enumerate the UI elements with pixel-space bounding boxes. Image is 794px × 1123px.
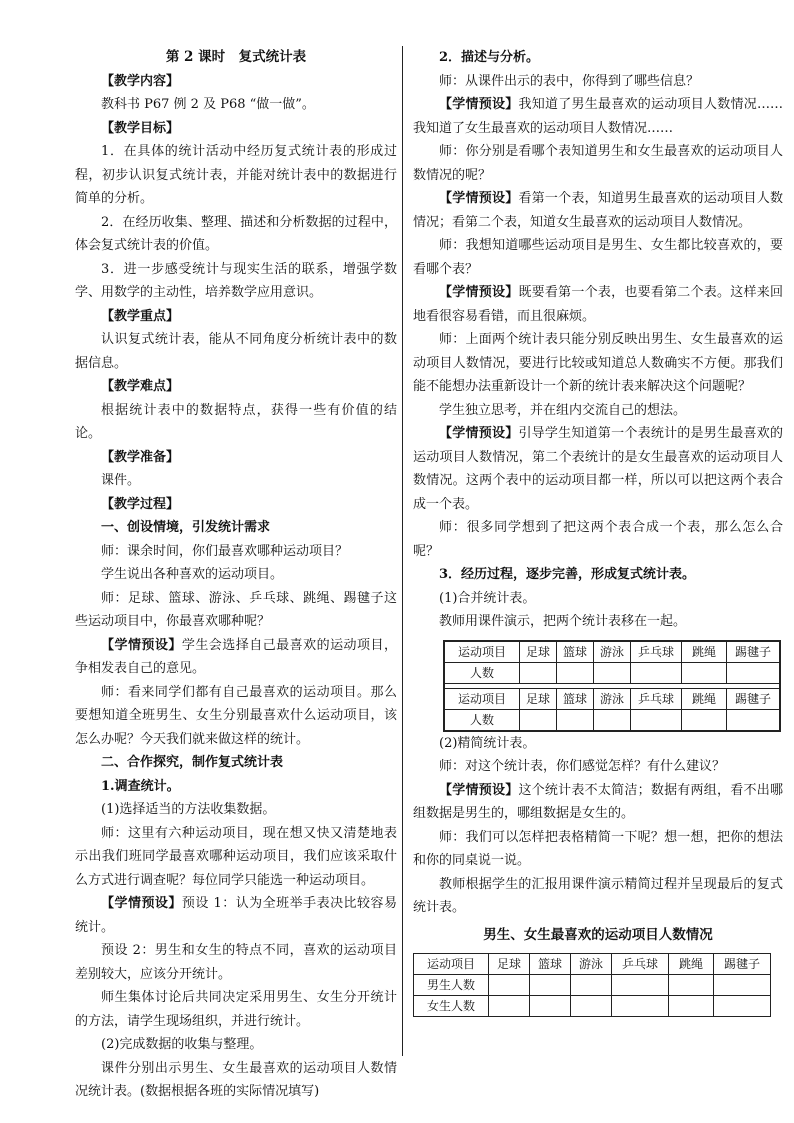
paragraph-text: 引导学生知道第一个表统计的是男生最喜欢的运动项目人数情况，第二个表统计的是女生最喜欢的运动项目人数情况。这两个表中的运动项目都一样，所以可以把这两个表合成一个表。 <box>413 426 783 512</box>
preset-tag: 【学情预设】 <box>439 285 519 300</box>
table-cell <box>727 662 781 683</box>
table-cell: 运动项目 <box>444 641 520 663</box>
table-cell: 运动项目 <box>444 688 520 709</box>
paragraph: 师：这里有六种运动项目，现在想又快又清楚地表示出我们班同学最喜欢哪种运动项目，我们应该采取什么方式进行调查呢？每位同学只能选一种运动项目。 <box>75 825 397 888</box>
section-2-heading: 二、合作探究，制作复式统计表 <box>101 755 284 770</box>
table-cell <box>571 996 612 1017</box>
process-heading: 【教学过程】 <box>101 496 180 512</box>
paragraph <box>75 892 397 939</box>
key-text: 认识复式统计表，能从不同角度分析统计表中的数据信息。 <box>75 332 397 371</box>
subsection-heading: 2．描述与分析。 <box>439 50 540 65</box>
paragraph <box>413 187 783 234</box>
table-cell <box>557 709 594 731</box>
paragraph-text: 学生会选择自己最喜欢的运动项目，争相发表自己的意见。 <box>75 637 397 676</box>
table-cell <box>714 975 771 996</box>
table-cell <box>594 709 631 731</box>
table-cell: 篮球 <box>530 954 571 975</box>
paragraph: 师：看来同学们都有自己最喜欢的运动项目。那么要想知道全班男生、女生分别最喜欢什么运动项目，该怎么办呢？今天我们就来做这样的统计。 <box>75 684 397 747</box>
table-row <box>444 662 780 683</box>
goal-1: 1．在具体的统计活动中经历复式统计表的形成过程，初步认识复式统计表，并能对统计表中的数据进行简单的分析。 <box>75 144 397 206</box>
preset-tag: 【学情预设】 <box>101 637 182 653</box>
table-cell: 足球 <box>489 954 530 975</box>
table-cell: 游泳 <box>594 688 631 709</box>
table-cell: 踢毽子 <box>727 641 781 663</box>
prep-text: 课件。 <box>101 473 141 488</box>
left-column <box>75 46 397 1104</box>
paragraph: 师：很多同学想到了把这两个表合成一个表，那么怎么合呢？ <box>413 520 783 559</box>
subsection-heading: 3．经历过程，逐步完善，形成复式统计表。 <box>439 567 696 582</box>
right-column <box>413 46 783 1017</box>
table-cell <box>631 709 682 731</box>
section-1-heading: 一、创设情境，引发统计需求 <box>101 520 271 535</box>
table-caption: 男生、女生最喜欢的运动项目人数情况 <box>483 926 713 943</box>
table-cell <box>557 662 594 683</box>
table-cell: 游泳 <box>571 954 612 975</box>
paragraph: 师：我想知道哪些运动项目是男生、女生都比较喜欢的，要看哪个表？ <box>413 238 783 277</box>
column-divider <box>402 46 403 1056</box>
paragraph: 师：足球、篮球、游泳、乒乓球、跳绳、踢毽子这些运动项目中，你最喜欢哪种呢？ <box>75 590 397 629</box>
table-row <box>414 954 771 975</box>
paragraph-text: 这个统计表不太简洁；数据有两组，看不出哪组数据是男生的，哪组数据是女生的。 <box>413 782 783 821</box>
paragraph: 预设 2：男生和女生的特点不同，喜欢的运动项目差别较大，应该分开统计。 <box>75 943 397 982</box>
paragraph: 师：上面两个统计表只能分别反映出男生、女生最喜欢的运动项目人数情况，要进行比较或知道总人数确实不方便。那我们能不能想办法重新设计一个新的统计表来解决这个问题呢？ <box>413 332 783 394</box>
table-cell: 男生人数 <box>414 975 489 996</box>
table-cell: 人数 <box>444 709 520 731</box>
key-heading: 【教学重点】 <box>101 308 180 324</box>
paragraph <box>75 634 397 681</box>
paragraph: 教师根据学生的汇报用课件演示精简过程并呈现最后的复式统计表。 <box>413 876 783 915</box>
table-cell <box>612 996 669 1017</box>
table-cell: 篮球 <box>557 688 594 709</box>
merged-tables <box>443 640 783 732</box>
paragraph-text: 我知道了男生最喜欢的运动项目人数情况……我知道了女生最喜欢的运动项目人数情况…… <box>413 97 783 136</box>
paragraph: 师生集体讨论后共同决定采用男生、女生分开统计的方法，请学生现场组织，并进行统计。 <box>75 990 397 1029</box>
paragraph: 师：我们可以怎样把表格精简一下呢？想一想，把你的想法和你的同桌说一说。 <box>413 829 783 868</box>
table-cell: 踢毽子 <box>727 688 781 709</box>
table-cell: 乒乓球 <box>631 641 682 663</box>
difficulty-heading: 【教学难点】 <box>101 379 180 394</box>
table-row <box>444 641 780 663</box>
table-cell <box>727 709 781 731</box>
paragraph: (2)精简统计表。 <box>439 735 536 751</box>
paragraph-text: 预设 1：认为全班举手表决比较容易统计。 <box>75 896 397 935</box>
difficulty-text: 根据统计表中的数据特点，获得一些有价值的结论。 <box>75 402 397 441</box>
table-cell: 跳绳 <box>669 954 714 975</box>
preset-tag: 【学情预设】 <box>439 97 519 112</box>
table-cell: 跳绳 <box>682 641 727 663</box>
table-row <box>444 709 780 731</box>
goals-heading: 【教学目标】 <box>101 120 180 136</box>
paragraph: 师：你分别是看哪个表知道男生和女生最喜欢的运动项目人数情况的呢？ <box>413 144 783 183</box>
prep-heading: 【教学准备】 <box>101 449 180 465</box>
table-cell: 运动项目 <box>414 954 489 975</box>
paragraph <box>413 93 783 140</box>
paragraph <box>413 422 783 516</box>
paragraph: (1)选择适当的方法收集数据。 <box>101 802 276 817</box>
paragraph: 学生独立思考，并在组内交流自己的想法。 <box>439 402 687 418</box>
subsection-heading: 1.调查统计。 <box>101 778 180 794</box>
lesson-title: 第 2 课时 复式统计表 <box>165 49 307 65</box>
table-row <box>444 688 780 709</box>
table-cell: 跳绳 <box>682 688 727 709</box>
table-cell <box>612 975 669 996</box>
table-cell <box>594 662 631 683</box>
table-cell <box>682 709 727 731</box>
table-cell: 足球 <box>520 688 557 709</box>
table-cell <box>682 662 727 683</box>
preset-tag: 【学情预设】 <box>101 896 182 911</box>
goal-3: 3．进一步感受统计与现实生活的联系，增强学数学、用数学的主动性，培养数学应用意识。 <box>75 261 397 300</box>
table-cell <box>631 662 682 683</box>
table-cell <box>669 996 714 1017</box>
table-cell <box>714 996 771 1017</box>
content-heading: 【教学内容】 <box>101 73 180 89</box>
paragraph-text: 看第一个表，知道男生最喜欢的运动项目人数情况；看第二个表，知道女生最喜欢的运动项目人数情况。 <box>413 191 783 230</box>
table-row <box>414 996 771 1017</box>
paragraph: 教师用课件演示，把两个统计表移在一起。 <box>439 614 687 629</box>
preset-tag: 【学情预设】 <box>439 426 519 441</box>
paragraph: 师：课余时间，你们最喜欢哪种运动项目？ <box>101 543 349 559</box>
paragraph <box>413 281 783 328</box>
table-cell: 女生人数 <box>414 996 489 1017</box>
paragraph: (2)完成数据的收集与整理。 <box>101 1037 263 1052</box>
table-cell <box>489 975 530 996</box>
paragraph-text: 既要看第一个表，也要看第二个表。这样来回地看很容易看错，而且很麻烦。 <box>413 285 783 324</box>
table-cell <box>530 975 571 996</box>
table-cell: 足球 <box>520 641 557 663</box>
table-cell <box>571 975 612 996</box>
table-cell <box>520 662 557 683</box>
goal-2: 2．在经历收集、整理、描述和分析数据的过程中，体会复式统计表的价值。 <box>75 214 397 253</box>
paragraph: (1)合并统计表。 <box>439 590 536 606</box>
table-cell <box>520 709 557 731</box>
paragraph: 课件分别出示男生、女生最喜欢的运动项目人数情况统计表。(数据根据各班的实际情况填写) <box>75 1060 397 1099</box>
stat-table-compound <box>413 953 771 1017</box>
table-cell <box>530 996 571 1017</box>
compound-table-wrap <box>413 953 783 1017</box>
paragraph <box>413 779 783 826</box>
paragraph: 师：从课件出示的表中，你得到了哪些信息？ <box>439 73 700 89</box>
table-row <box>414 975 771 996</box>
table-cell: 篮球 <box>557 641 594 663</box>
preset-tag: 【学情预设】 <box>439 782 519 798</box>
paragraph: 师：对这个统计表，你们感觉怎样？有什么建议？ <box>439 759 726 774</box>
preset-tag: 【学情预设】 <box>439 191 519 206</box>
content-text: 教科书 P67 例 2 及 P68 “做一做”。 <box>101 97 315 112</box>
stat-table-merged <box>443 640 781 732</box>
table-cell: 游泳 <box>594 641 631 663</box>
paragraph: 学生说出各种喜欢的运动项目。 <box>101 567 284 582</box>
table-cell <box>489 996 530 1017</box>
table-cell <box>669 975 714 996</box>
table-cell: 人数 <box>444 662 520 683</box>
table-cell: 乒乓球 <box>631 688 682 709</box>
table-cell: 踢毽子 <box>714 954 771 975</box>
table-cell: 乒乓球 <box>612 954 669 975</box>
